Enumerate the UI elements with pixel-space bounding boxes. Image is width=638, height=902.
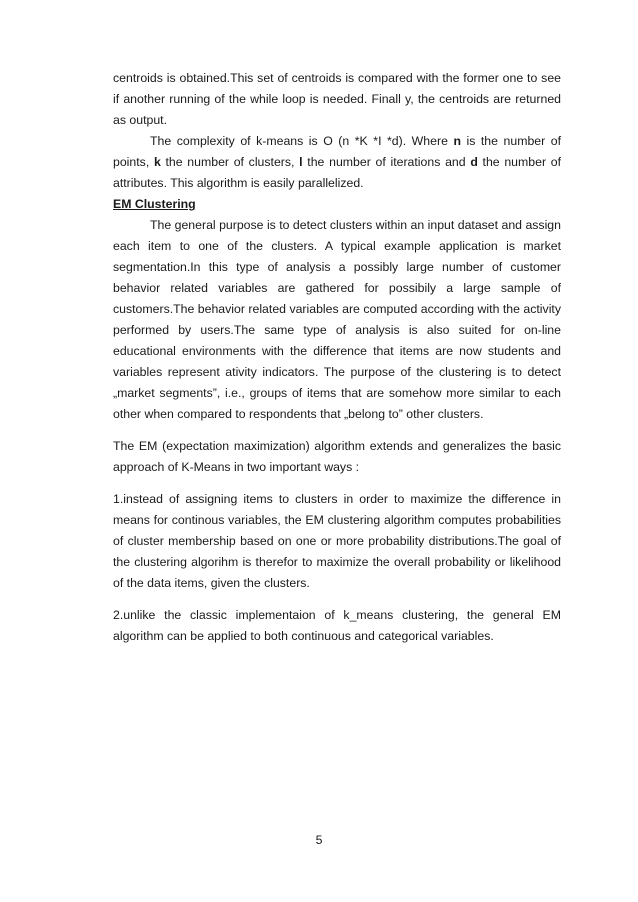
- complexity-text-d: the number of iterations and: [302, 155, 471, 169]
- page-number: 5: [315, 833, 323, 847]
- var-k: k: [153, 155, 161, 169]
- paragraph-complexity: [113, 131, 561, 194]
- var-n: n: [453, 134, 461, 148]
- paragraph-em-point-1: 1.instead of assigning items to clusters in order to maximize the difference in means for continous variables, the EM clustering algorithm computes probabilities of cluster membership based on one or more probability distributions.The goal of the clustering algorihm is therefor to maximize the overall probability or likelihood of the data items, given the clusters.: [113, 492, 561, 590]
- paragraph-em-purpose: The general purpose is to detect clusters within an input dataset and assign each item to one of the clusters. A typical example application is market segmentation.In this type of analysis a possibly large number of customer behavior related variables are gathered for possibily a large sample of customers.The behavior related variables are computed according with the activity performed by users.The same type of analysis is also suited for on-line educational environments with the difference that items are now students and variables represent ativity indicators. The purpose of the clustering is to detect „market segments”, i.e., groups of items that are somehow more similar to each other when compared to respondents that „belong to” other clusters.: [113, 218, 561, 421]
- complexity-text-a: The complexity of k-means is O (n *K *I *d). Where: [150, 134, 454, 148]
- complexity-text-c: the number of clusters,: [160, 155, 300, 169]
- paragraph-em-intro: The EM (expectation maximization) algorithm extends and generalizes the basic approach of K-Means in two important ways :: [113, 439, 561, 474]
- complexity-text-e: the number of attributes. This algorithm is easily parallelized.: [113, 155, 561, 190]
- page-body: [113, 68, 561, 647]
- section-heading-em-clustering: EM Clustering: [113, 197, 196, 211]
- complexity-text-b: is the number of points,: [113, 134, 561, 169]
- paragraph-centroids-output: centroids is obtained.This set of centroids is compared with the former one to see if another running of the while loop is needed. Finall y, the centroids are returned as output.: [113, 71, 561, 127]
- var-d: d: [470, 155, 478, 169]
- paragraph-em-point-2: 2.unlike the classic implementaion of k_means clustering, the general EM algorithm can be applied to both continuous and categorical variables.: [113, 608, 561, 643]
- var-l: l: [299, 155, 303, 169]
